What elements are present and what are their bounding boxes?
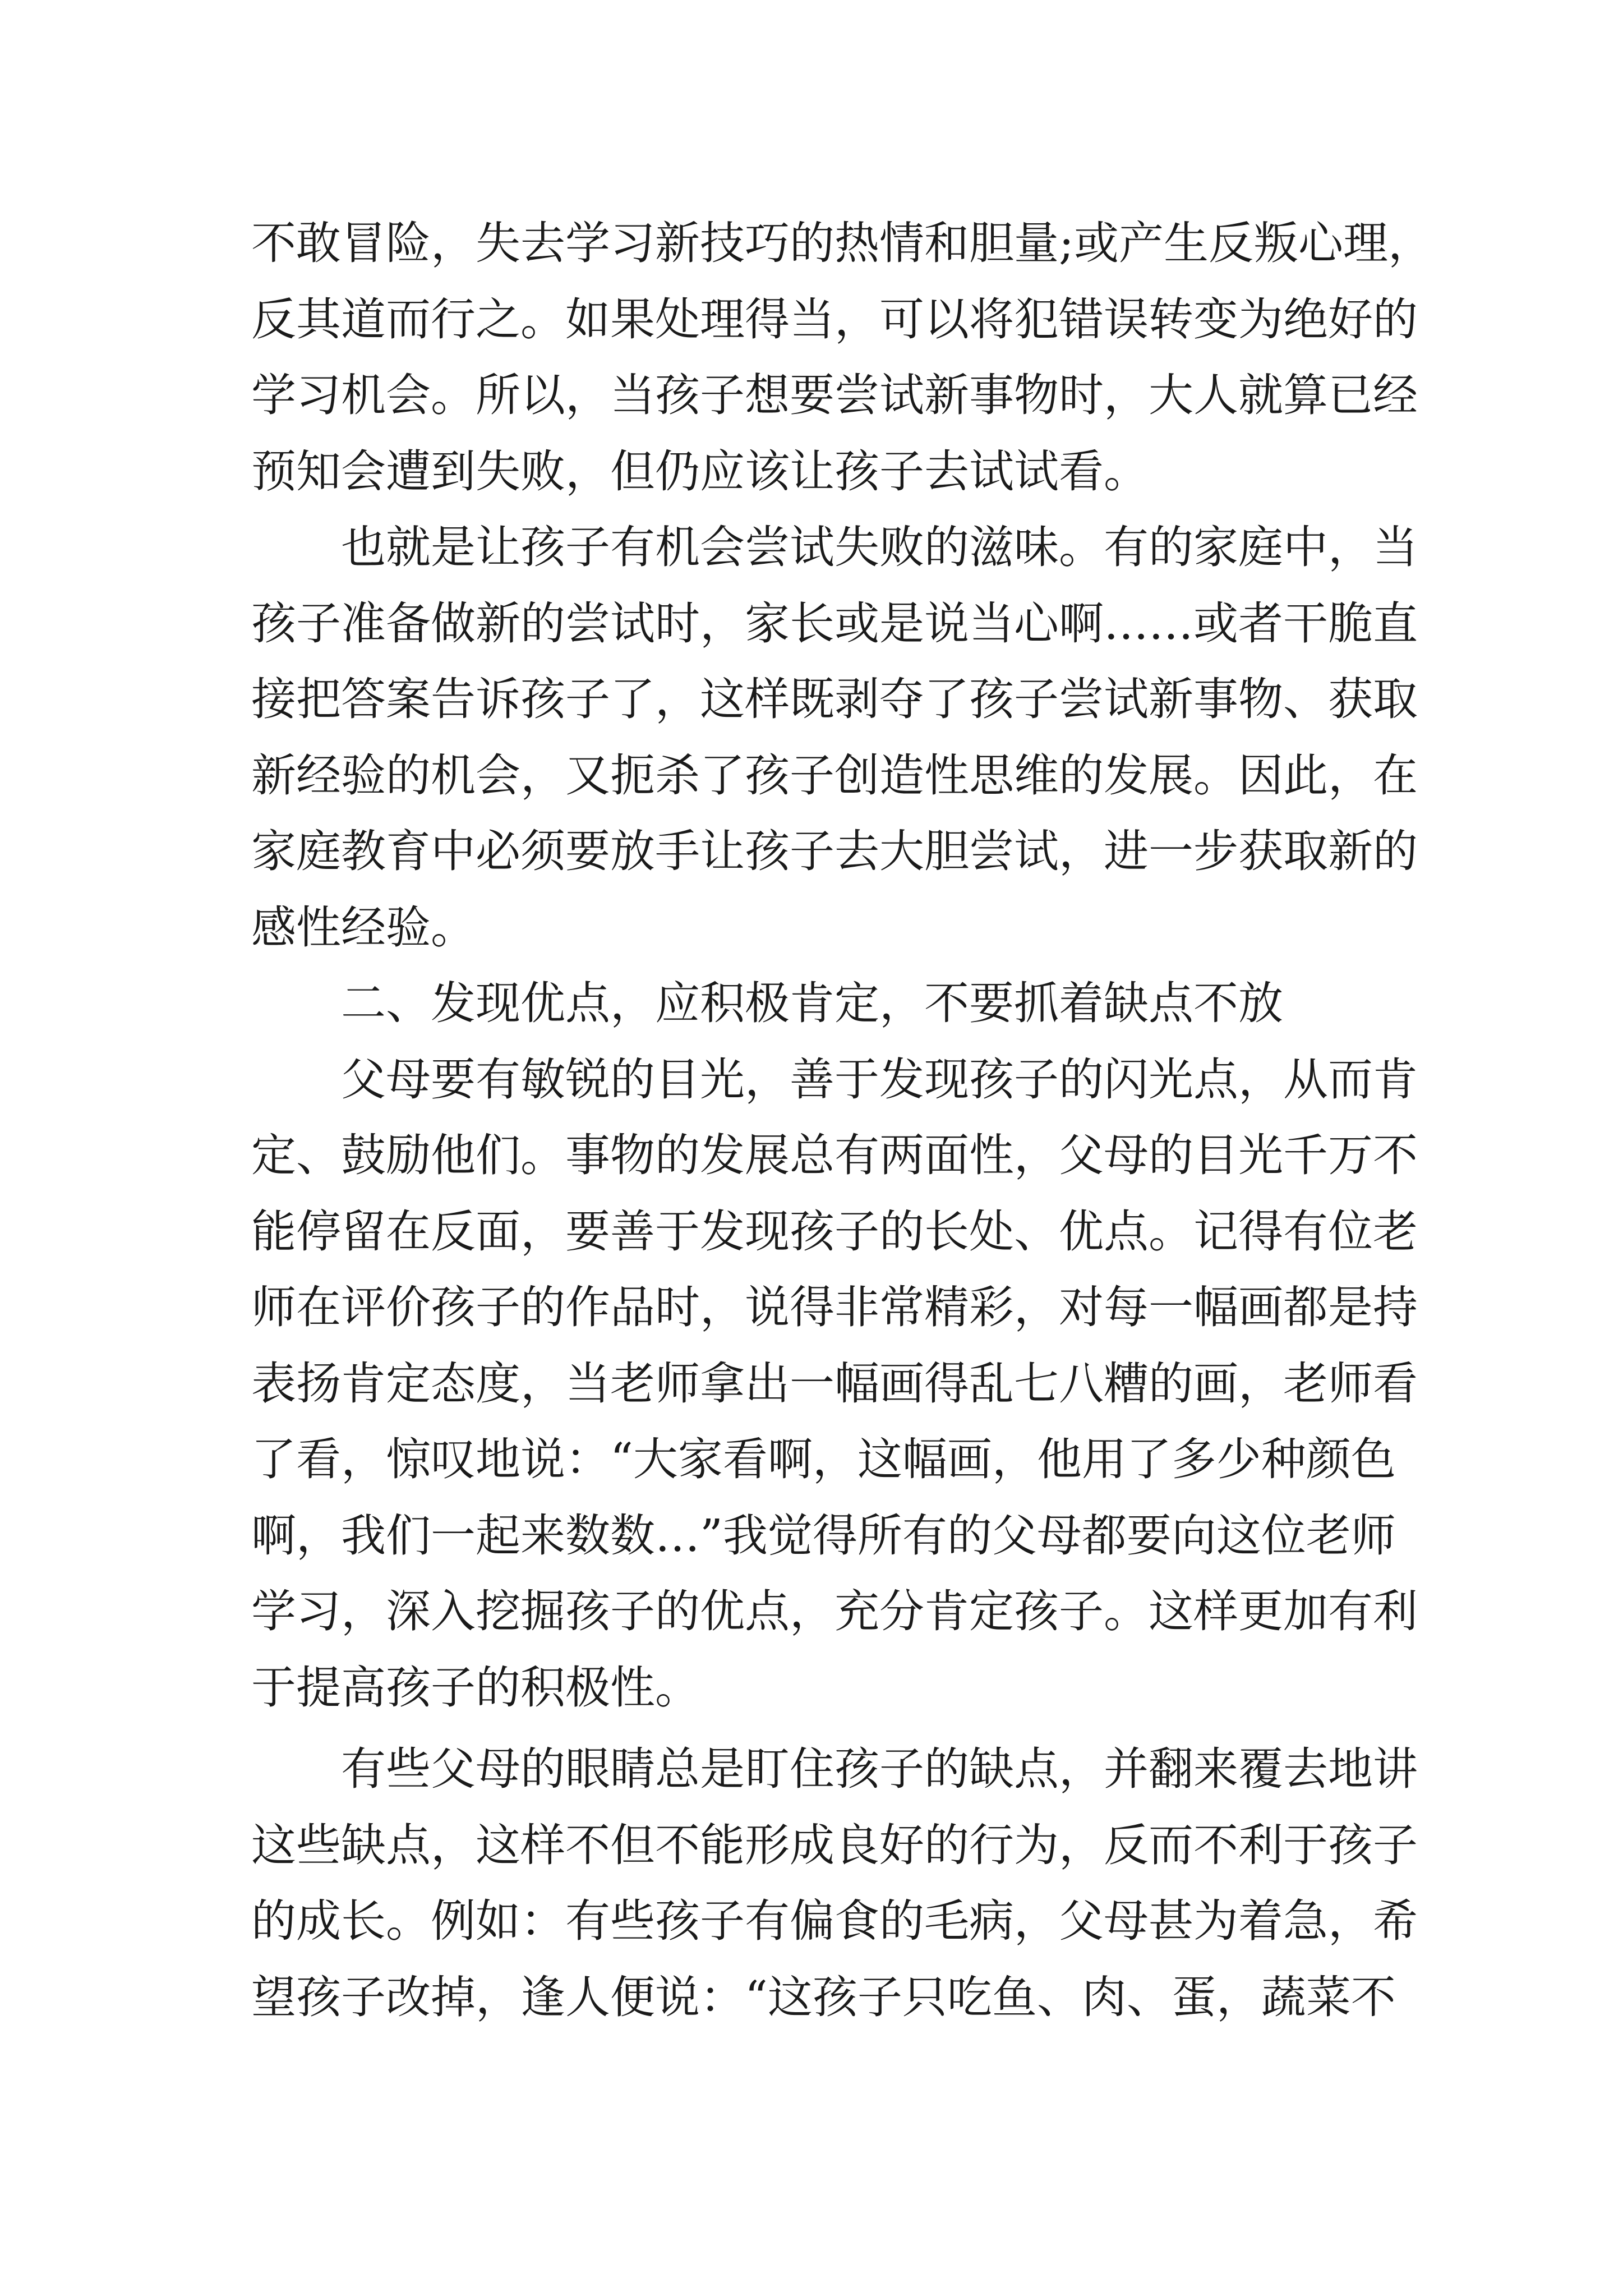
paragraph (251, 205, 1433, 509)
text-line: 反其道而行之。如果处理得当，可以将犯错误转变为绝好的 (251, 293, 1418, 346)
text-line: 能停留在反面，要善于发现孩子的长处、优点。记得有位老 (251, 1205, 1418, 1258)
text-line: 了看，惊叹地说：“大家看啊，这幅画，他用了多少种颜色 (251, 1433, 1396, 1485)
text-line: 啊，我们一起来数数…”我觉得所有的父母都要向这位老师 (251, 1509, 1396, 1562)
text-line: 不敢冒险，失去学习新技巧的热情和胆量;或产生反叛心理， (251, 217, 1433, 269)
text-line: 预知会遭到失败，但仍应该让孩子去试试看。 (251, 445, 1149, 498)
text-line: 父母要有敏锐的目光，善于发现孩子的闪光点，从而肯 (341, 1053, 1418, 1106)
text-line: 定、鼓励他们。事物的发展总有两面性，父母的目光千万不 (251, 1129, 1418, 1181)
text-line: 这些缺点，这样不但不能形成良好的行为，反而不利于孩子 (251, 1819, 1418, 1871)
text-line: 新经验的机会，又扼杀了孩子创造性思维的发展。因此，在 (251, 749, 1418, 802)
text-line: 也就是让孩子有机会尝试失败的滋味。有的家庭中，当 (341, 521, 1418, 573)
text-line: 于提高孩子的积极性。 (251, 1661, 700, 1714)
section-heading (251, 965, 1391, 1042)
text-line: 接把答案告诉孩子了，这样既剥夺了孩子尝试新事物、获取 (251, 673, 1418, 725)
text-line: 师在评价孩子的作品时，说得非常精彩，对每一幅画都是持 (251, 1281, 1418, 1333)
paragraph (251, 1731, 1418, 2035)
body-text (251, 205, 1433, 2035)
text-line: 有些父母的眼睛总是盯住孩子的缺点，并翻来覆去地讲 (341, 1743, 1418, 1795)
text-line: 家庭教育中必须要放手让孩子去大胆尝试，进一步获取新的 (251, 825, 1418, 877)
text-line: 孩子准备做新的尝试时，家长或是说当心啊……或者干脆直 (251, 597, 1418, 650)
text-line: 二、发现优点，应积极肯定，不要抓着缺点不放 (341, 977, 1283, 1029)
paragraph (251, 509, 1418, 965)
text-line: 学习，深入挖掘孩子的优点，充分肯定孩子。这样更加有利 (251, 1585, 1418, 1637)
text-line: 表扬肯定态度，当老师拿出一幅画得乱七八糟的画，老师看 (251, 1357, 1418, 1410)
paragraph-gap (251, 1726, 1391, 1731)
paragraph (251, 1042, 1418, 1726)
text-line: 感性经验。 (251, 901, 476, 954)
text-line: 望孩子改掉，逢人便说：“这孩子只吃鱼、肉、蛋，蔬菜不 (251, 1971, 1396, 2023)
text-line: 的成长。例如：有些孩子有偏食的毛病，父母甚为着急，希 (251, 1895, 1418, 1947)
text-line: 学习机会。所以，当孩子想要尝试新事物时，大人就算已经 (251, 369, 1418, 421)
